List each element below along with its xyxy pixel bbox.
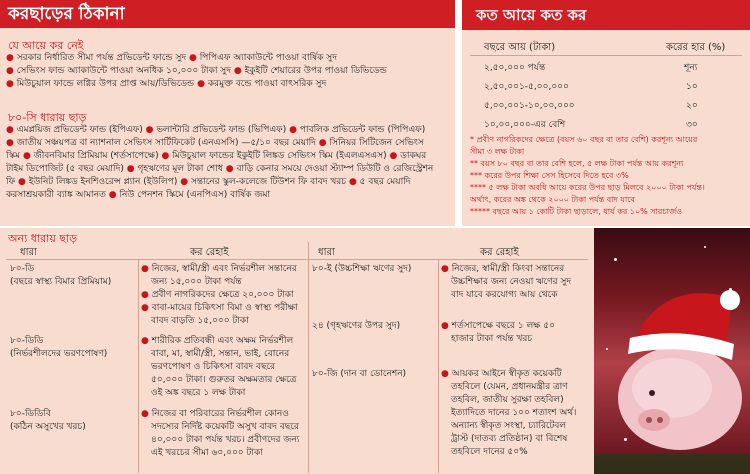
list-item: মিউচুয়াল ফান্ডে লগ্নির উপর প্রাপ্ত আয়/ডিভিডেন্ড bbox=[16, 79, 195, 89]
section-80c-line bbox=[6, 189, 451, 202]
rebate-text: ট্রাস্ট (দাতব্য প্রতিষ্ঠান) বা বিশেষ bbox=[451, 434, 568, 444]
no-tax-line bbox=[6, 78, 451, 91]
rebate-text: নিজের, স্বামী/স্ত্রী কিংবা সন্তানের bbox=[451, 264, 565, 274]
rebate-text: সদস্যের নির্দিষ্ট কয়েকটি অসুখ বাবদ বছরে bbox=[151, 422, 299, 432]
rebate-line bbox=[441, 368, 593, 381]
section-code: ৮০-জি (দান বা ডোনেশন) bbox=[312, 369, 407, 379]
rebate-text: বাবদ বাড়তি ১৫,০০০ টাকা bbox=[151, 316, 249, 326]
list-item: জীবনবিমার প্রিমিয়াম (শর্তসাপেক্ষে) bbox=[33, 151, 159, 161]
footnote: সীমা ৩ লক্ষ টাকা bbox=[470, 147, 525, 156]
rebate-cell bbox=[441, 320, 593, 346]
footnote: ** বয়স ৮০ বছর বা তার বেশি হলে, ৫ লক্ষ টাকা পর্যন্ত আয় করশূন্য bbox=[470, 159, 684, 168]
rebate-text: অন্যান্য স্বীকৃত সংস্থা, চ্যারিটেবল bbox=[451, 421, 567, 431]
footnote: অর্থাৎ, করের অঙ্ক থেকে ২০০০ টাকা পর্যন্ত বাদ যাবে bbox=[470, 195, 635, 204]
list-item: জাতীয় সঞ্চয়পত্র বা ন্যাশনাল সেভিংস সার্টিফিকেট (এনএসসি) —৫/১০ বছর মেয়াদি bbox=[16, 138, 316, 148]
tax-slab-panel bbox=[462, 0, 750, 226]
bullet-icon: ● bbox=[18, 177, 29, 187]
bullet-icon: ● bbox=[389, 151, 401, 161]
section-80c-line bbox=[6, 176, 451, 189]
divider bbox=[6, 259, 588, 260]
list-item: সিনিয়র সিটিজেন সেভিংস bbox=[329, 138, 424, 148]
rebate-cell bbox=[141, 408, 307, 460]
list-item: ফি bbox=[6, 177, 16, 187]
section-code: ২৪ (গৃহঋণের উপর সুদ) bbox=[312, 321, 401, 331]
list-item: ইকুইটি শেয়ারের উপর পাওয়া ডিভিডেন্ড bbox=[244, 66, 387, 76]
bullet-icon: ● bbox=[141, 264, 152, 274]
no-tax-line bbox=[6, 52, 451, 65]
section-title-other: অন্য ধারায় ছাড় bbox=[8, 232, 78, 245]
section-cell bbox=[312, 368, 436, 381]
list-item: ভলান্টারি প্রভিডেন্ট ফান্ড (ভিপিএফ) bbox=[156, 125, 287, 135]
section-80c-line bbox=[6, 137, 451, 150]
column-header-income: বছরে আয় (টাকা) bbox=[484, 42, 556, 53]
bullet-icon: ● bbox=[189, 53, 200, 63]
panel-title: করছাড়ের ঠিকানা bbox=[0, 0, 455, 28]
divider bbox=[308, 242, 309, 473]
rebate-text: ৫০,০০০ টাকা। গুরুতর অক্ষমতার ক্ষেত্রে bbox=[151, 375, 297, 385]
bullet-icon: ● bbox=[141, 409, 152, 419]
column-header-rebate: কর রেহাই bbox=[190, 247, 229, 258]
bullet-icon: ● bbox=[233, 66, 245, 76]
rebate-line bbox=[141, 408, 307, 421]
bullet-icon: ● bbox=[161, 151, 173, 161]
section-cell bbox=[10, 263, 136, 289]
slab-rate: ৩০ bbox=[686, 120, 698, 130]
bullet-icon: ● bbox=[141, 336, 152, 346]
rebate-cell bbox=[141, 263, 307, 328]
section-desc: (বছরে স্বাস্থ্য বিমার প্রিমিয়াম) bbox=[10, 277, 112, 287]
rebate-text: শারীরিক প্রতিবন্ধী এবং অক্ষম নির্ভরশীল bbox=[151, 336, 294, 346]
slab-income: ২,৫০,০০১-৫,০০,০০০ bbox=[484, 82, 569, 92]
column-header-section: ধারা bbox=[20, 247, 37, 258]
bullet-icon: ● bbox=[126, 164, 138, 174]
list-item: মিউচুয়াল ফান্ডের ইকুইটি লিঙ্কড সেভিংস স্কিম (ইএলএসএস) bbox=[172, 151, 387, 161]
list-item: ডাকঘর bbox=[400, 151, 427, 161]
bullet-icon: ● bbox=[225, 164, 237, 174]
rebate-text: হাজার টাকা পর্যন্ত খরচ bbox=[451, 334, 533, 344]
bullet-icon: ● bbox=[6, 66, 17, 76]
list-item: পাবলিক প্রভিডেন্ট ফান্ড (পিপিএফ) bbox=[299, 125, 426, 135]
rebate-text: তহবিল, জাতীয় সুরক্ষা তহবিল) bbox=[451, 395, 564, 405]
section-80c-line bbox=[6, 124, 451, 137]
list-item: সন্তানের স্কুল-কলেজে টিউশন ফি বাবদ খরচ bbox=[190, 177, 347, 187]
rebate-text: বাবা, মা, স্বামী/স্ত্রী, সন্তান, ভাই, বোনের bbox=[151, 349, 290, 359]
tax-exemption-panel bbox=[0, 0, 455, 226]
bullet-icon: ● bbox=[6, 138, 17, 148]
section-cell bbox=[312, 263, 436, 276]
no-tax-line bbox=[6, 65, 451, 78]
section-cell bbox=[312, 320, 436, 333]
column-header-rebate: কর রেহাই bbox=[480, 247, 519, 258]
list-item: করমুক্ত বন্ডে পাওয়া বাৎসরিক সুদ bbox=[207, 79, 327, 89]
section-desc: (নির্ভরশীলদের ভরণপোষণ) bbox=[10, 349, 108, 359]
footnote: *** করের উপর শিক্ষা সেস হিসেবে দিতে হবে ৩% bbox=[470, 171, 629, 180]
section-title-no-tax: যে আয়ে কর নেই bbox=[8, 39, 84, 52]
rebate-text: জন্য ১৫,০০০ টাকা পর্যন্ত bbox=[151, 277, 242, 287]
column-header-rate: করের হার (%) bbox=[666, 42, 726, 53]
list-item: ৫ বছর মেয়াদি bbox=[359, 177, 411, 187]
list-item: বাড়ি কেনার সময়ে দেওয়া স্ট্যাম্প ডিউটি ও রেজিস্ট্রেশন bbox=[236, 164, 434, 174]
rebate-line bbox=[441, 263, 593, 276]
bullet-icon: ● bbox=[6, 79, 17, 89]
list-item: নিউ পেনশন স্কিমে (এনপিএস) বার্ষিক জমা bbox=[119, 190, 271, 200]
section-desc: (কঠিন অসুখের খরচ) bbox=[10, 422, 86, 432]
rebate-text: প্রবীণ নাগরিকদের ক্ষেত্রে ২০,০০০ টাকা bbox=[151, 290, 294, 300]
section-code: ৮০-ডি bbox=[10, 264, 35, 274]
rebate-text: ইত্যাদিতে দানের ১০০ শতাংশ অর্থ। bbox=[451, 408, 577, 418]
bullet-icon: ● bbox=[180, 177, 191, 187]
slab-rate: ১০ bbox=[686, 82, 698, 92]
list-item: সরকার নির্ধারিত সীমা পর্যন্ত প্রভিডেন্ট ফান্ডে সুদ bbox=[16, 53, 187, 63]
section-80c-line bbox=[6, 150, 451, 163]
slab-rate: ২০ bbox=[686, 101, 698, 111]
section-title-80c: ৮০-সি ধারায় ছাড় bbox=[8, 111, 87, 124]
list-item: করসাশ্রয়কারী ব্যাঙ্ক আমানত bbox=[6, 190, 106, 200]
rebate-line bbox=[141, 302, 307, 315]
bullet-icon: ● bbox=[441, 264, 452, 274]
divider bbox=[438, 259, 439, 473]
rebate-line bbox=[141, 263, 307, 276]
bullet-icon: ● bbox=[348, 177, 360, 187]
bullet-icon: ● bbox=[289, 125, 300, 135]
rebate-line bbox=[441, 320, 593, 333]
no-tax-list bbox=[6, 52, 451, 91]
piggy-bank-photo bbox=[594, 228, 750, 474]
list-item: টাইম ডিপোজিট (৫ বছর মেয়াদি) bbox=[6, 164, 124, 174]
bullet-icon: ● bbox=[22, 151, 34, 161]
section-code: ৮০-ডিডিবি bbox=[10, 409, 51, 419]
other-sections-panel bbox=[0, 228, 594, 474]
bullet-icon: ● bbox=[441, 321, 452, 331]
list-item: স্কিম bbox=[6, 151, 21, 161]
section-80c-list bbox=[6, 124, 451, 202]
rebate-text: শর্তসাপেক্ষে বছরে ১ লক্ষ ৫০ bbox=[451, 321, 555, 331]
rebate-text: ওই অঙ্ক বছরে ১ লক্ষ টাকা bbox=[151, 388, 246, 398]
rebate-cell bbox=[441, 368, 593, 459]
bullet-icon: ● bbox=[6, 125, 17, 135]
rebate-text: এই খরচের সীমা ৬০,০০০ টাকা bbox=[151, 448, 263, 458]
rebate-cell bbox=[441, 263, 593, 302]
rebate-text: ৪০,০০০ টাকা পর্যন্ত খরচ। প্রবীণদের জন্য bbox=[151, 435, 300, 445]
slab-income: ১০,০০,০০০-এর বেশি bbox=[484, 120, 566, 130]
rebate-cell bbox=[141, 335, 307, 400]
slab-income: ২,৫০,০০০ পর্যন্ত bbox=[484, 63, 546, 73]
rebate-text: বাবা-মায়ের চিকিৎসা বিমা ও স্বাস্থ্য পরীক্ষা bbox=[151, 303, 298, 313]
list-item: সেভিংস ফান্ড অ্যাকাউন্টে পাওয়া অনধিক ১০,০০০ টাকা সুদ bbox=[16, 66, 231, 76]
panel-title: কত আয়ে কত কর bbox=[462, 0, 750, 30]
divider bbox=[138, 259, 139, 473]
list-item: এমপ্লয়িজ প্রভিডেন্ট ফান্ড (ইপিএফ) bbox=[16, 125, 143, 135]
bullet-icon: ● bbox=[6, 53, 17, 63]
rebate-text: তহবিলে (যেমন, প্রধানমন্ত্রীর ত্রাণ bbox=[451, 382, 568, 392]
bullet-icon: ● bbox=[141, 303, 152, 313]
rebate-text: আয়কর আইনে স্বীকৃত কয়েকটি bbox=[451, 369, 562, 379]
bullet-icon: ● bbox=[441, 369, 452, 379]
footnotes bbox=[470, 134, 746, 218]
section-80c-line bbox=[6, 163, 451, 176]
bullet-icon: ● bbox=[318, 138, 330, 148]
slab-income: ৫,০০,০০১-১০,০০,০০০ bbox=[484, 101, 575, 111]
bullet-icon: ● bbox=[145, 125, 157, 135]
list-item: গৃহঋণের মূল টাকা শোধ bbox=[137, 164, 223, 174]
rebate-text: ভরণপোষণ ও চিকিৎসা বাবদ বছরে bbox=[151, 362, 275, 372]
rebate-text: নিজের বা পরিবারের নির্ভরশীল কোনও bbox=[151, 409, 289, 419]
rebate-text: নিজের, স্বামী/স্ত্রী এবং নির্ভরশীল সন্তানের bbox=[151, 264, 297, 274]
bullet-icon: ● bbox=[108, 190, 120, 200]
bullet-icon: ● bbox=[141, 290, 152, 300]
column-header-section: ধারা bbox=[318, 247, 335, 258]
section-code: ৮০-ই (উচ্চশিক্ষা ঋণের সুদ) bbox=[312, 264, 412, 274]
footnote: * প্রবীণ নাগরিকদের ক্ষেত্রে (বয়স ৬০ বছর বা তার বেশি) করশূন্য আয়ের bbox=[470, 135, 698, 144]
footnote: ***** বছরে আয় ১ কোটি টাকা ছাড়ালে, ধার্য কর ১০% সারচার্জও bbox=[470, 207, 682, 216]
rebate-text: তহবিলে দানের ৫০% bbox=[451, 447, 528, 457]
piggy-bank-icon bbox=[594, 228, 750, 474]
section-cell bbox=[10, 335, 136, 361]
divider bbox=[470, 55, 742, 56]
rebate-text: বাদ যাবে করযোগ্য আয় থেকে bbox=[451, 290, 558, 300]
rebate-line bbox=[141, 335, 307, 348]
list-item: পিপিএফ অ্যাকাউন্টে পাওয়া বার্ষিক সুদ bbox=[199, 53, 337, 63]
list-item: ইউনিট লিঙ্কড ইনশিওরেন্স প্ল্যান (ইউলিপ) bbox=[28, 177, 178, 187]
footnote: **** ৫ লক্ষ টাকা অবধি আয়ে করের উপর ছাড় মিলবে ২০০০ টাকা পর্যন্ত। bbox=[470, 183, 705, 192]
rebate-text: উচ্চশিক্ষার জন্য নেওয়া ঋণের সুদ bbox=[451, 277, 572, 287]
slab-rate: শূন্য bbox=[684, 63, 698, 73]
bullet-icon: ● bbox=[197, 79, 208, 89]
section-cell bbox=[10, 408, 136, 434]
section-code: ৮০-ডিডি bbox=[10, 336, 44, 346]
rebate-line bbox=[141, 289, 307, 302]
